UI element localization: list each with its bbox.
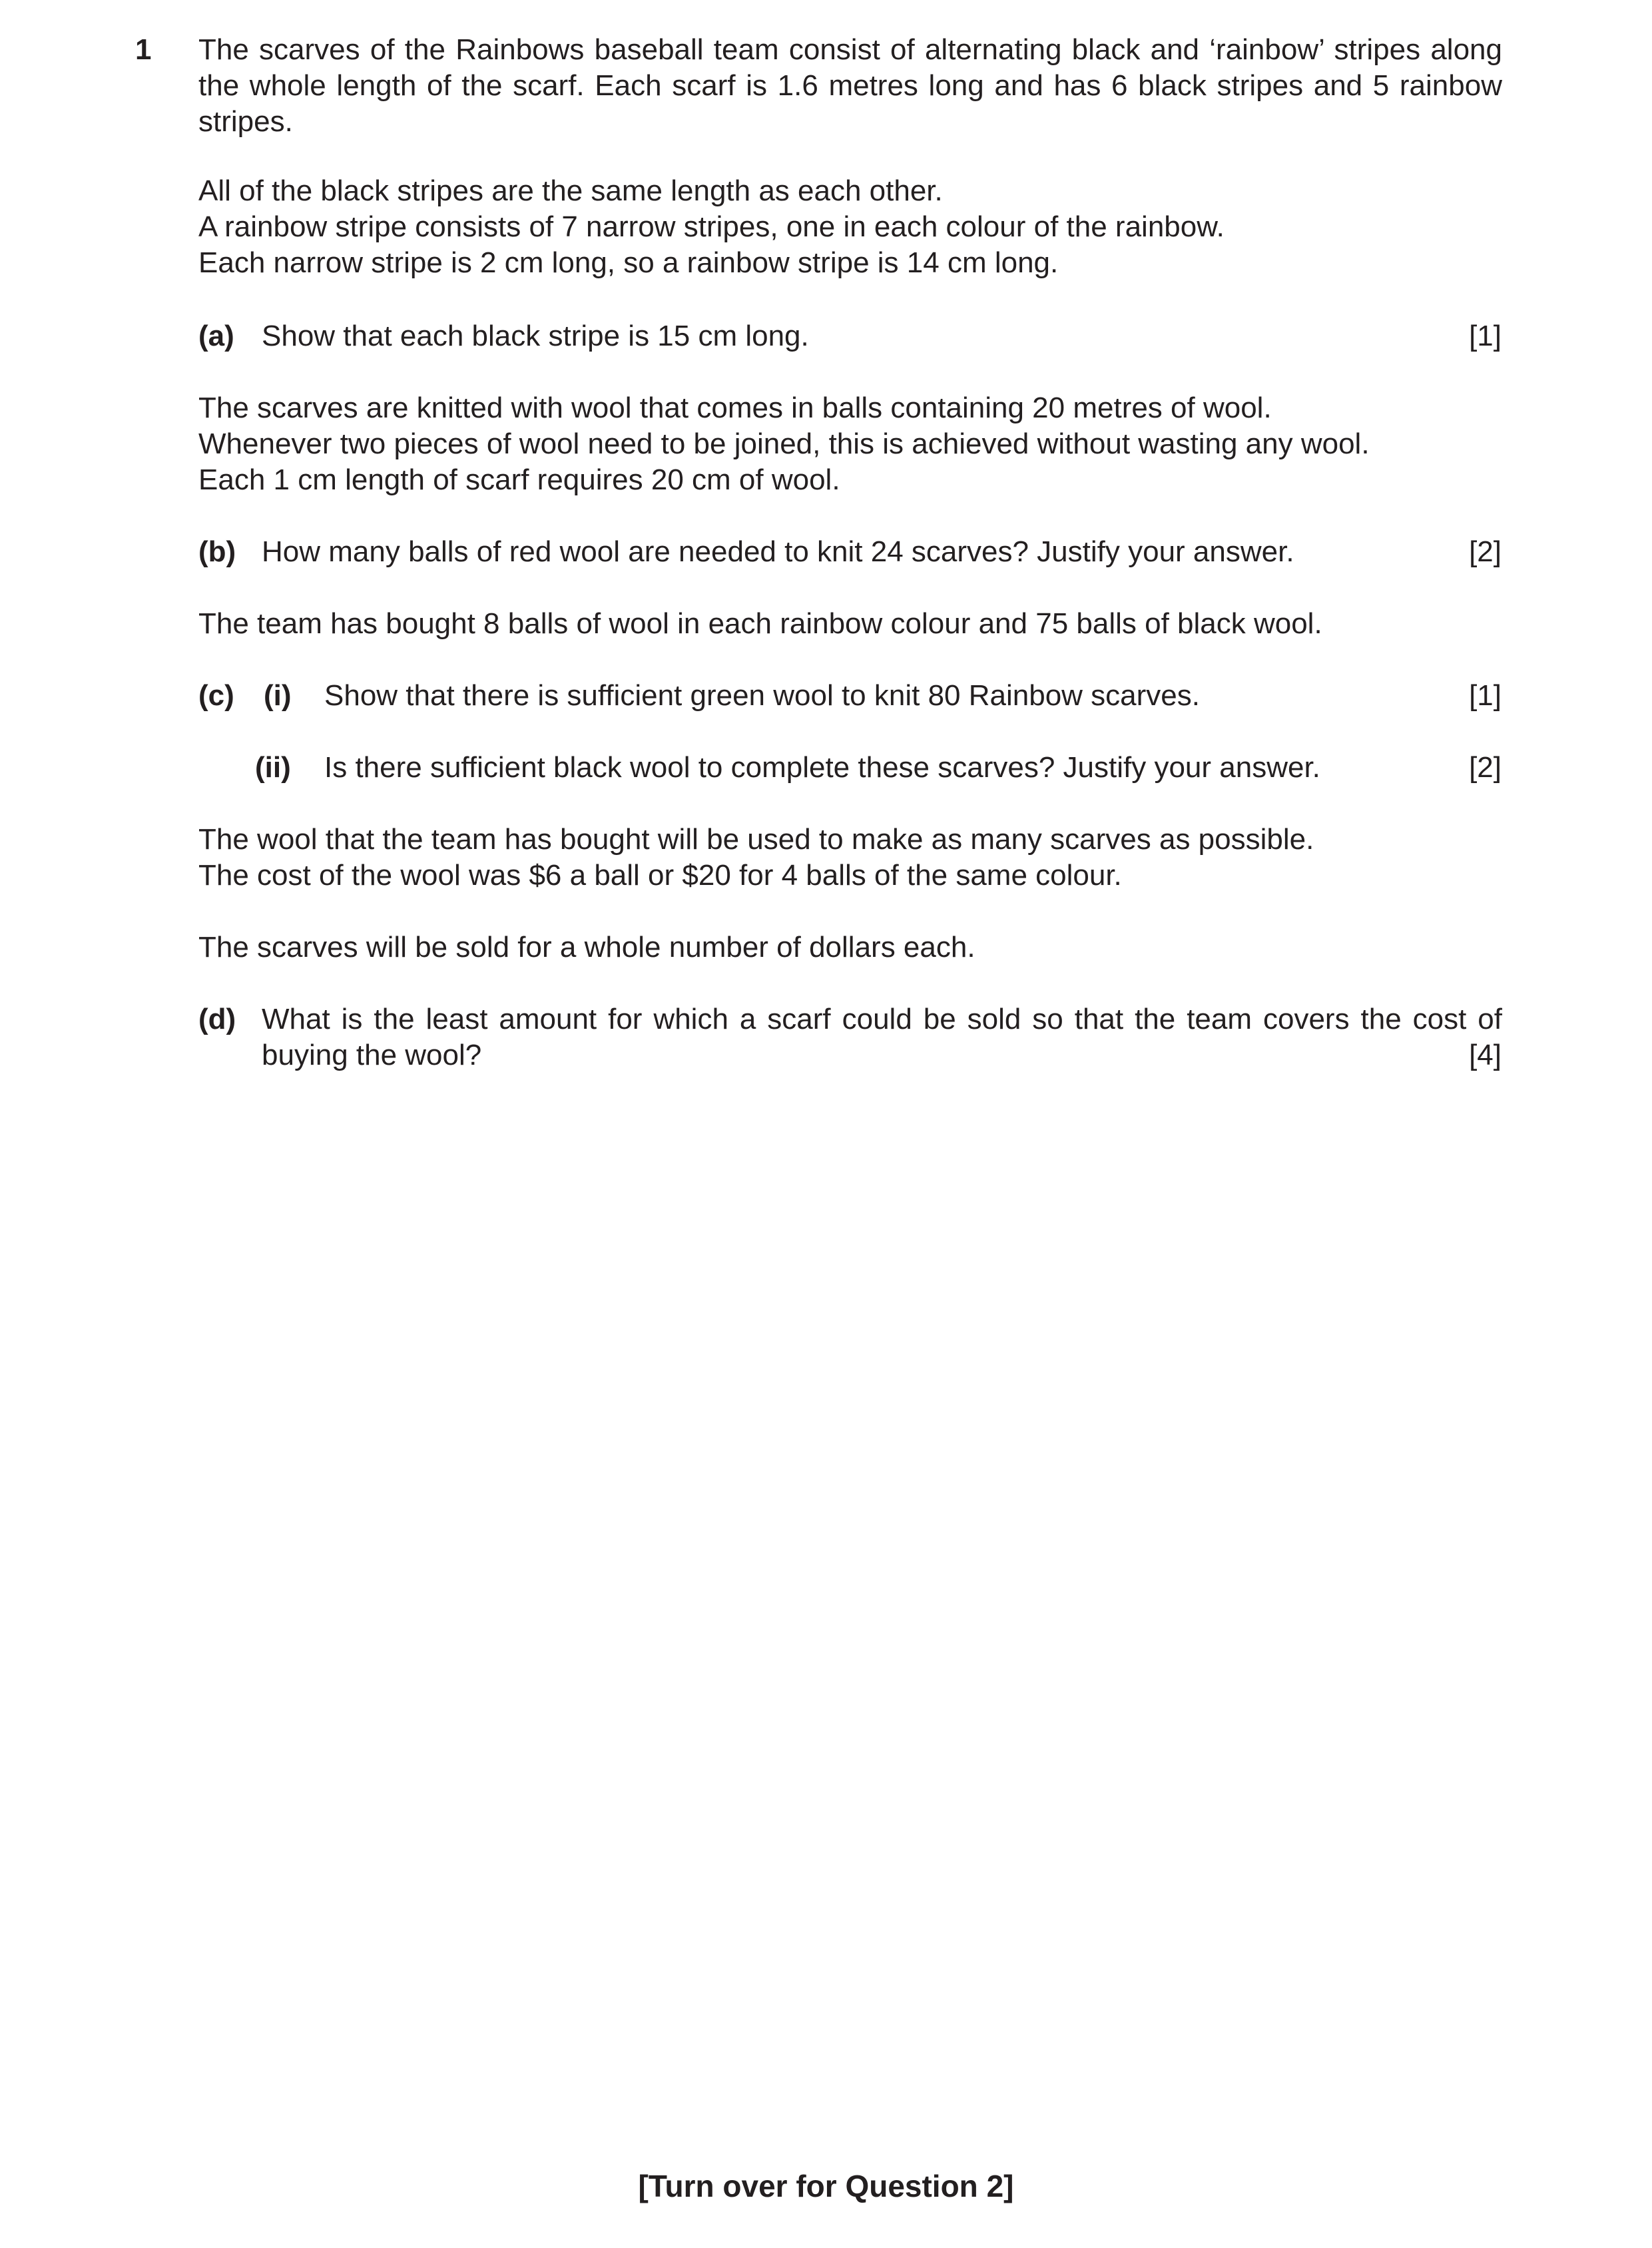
- part-d-text-line-1: What is the least amount for which a scarf could be sold so that the team covers the cost of: [262, 1003, 1502, 1035]
- part-d-marks: [4]: [1469, 1039, 1502, 1071]
- part-a-marks: [1]: [1469, 320, 1502, 352]
- part-c-label: (c): [198, 679, 234, 712]
- wool-info: [198, 390, 1502, 498]
- part-c-i-marks: [1]: [1469, 679, 1502, 712]
- bought-info: [198, 606, 1502, 642]
- part-c-ii-label: (ii): [255, 751, 291, 784]
- intro-paragraph: [198, 32, 1502, 140]
- turn-over-footer: [Turn over for Question 2]: [638, 2169, 1014, 2203]
- part-b-text: How many balls of red wool are needed to knit 24 scarves? Justify your answer.: [262, 535, 1294, 568]
- part-b-label: (b): [198, 535, 236, 568]
- cost-info: [198, 822, 1502, 894]
- part-a-label: (a): [198, 320, 234, 352]
- sold-info: [198, 930, 1502, 966]
- part-d-text: [262, 1001, 1502, 1073]
- wool-info-line-3: Each 1 cm length of scarf requires 20 cm of wool.: [198, 463, 840, 496]
- bought-info-line: The team has bought 8 balls of wool in each rainbow colour and 75 balls of black wool.: [198, 607, 1322, 640]
- question-number: 1: [135, 33, 152, 66]
- part-c-i-text: Show that there is sufficient green wool to knit 80 Rainbow scarves.: [324, 679, 1200, 712]
- stripe-info-line-3: Each narrow stripe is 2 cm long, so a rainbow stripe is 14 cm long.: [198, 246, 1059, 279]
- cost-info-line-2: The cost of the wool was $6 a ball or $20 for 4 balls of the same colour.: [198, 859, 1122, 892]
- part-d-label: (d): [198, 1003, 236, 1035]
- part-c-ii-text: Is there sufficient black wool to complete these scarves? Justify your answer.: [324, 751, 1320, 784]
- part-c-i-label: (i): [264, 679, 292, 712]
- stripe-info-line-2: A rainbow stripe consists of 7 narrow stripes, one in each colour of the rainbow.: [198, 210, 1225, 243]
- wool-info-line-2: Whenever two pieces of wool need to be joined, this is achieved without wasting any wool.: [198, 427, 1370, 460]
- part-b-marks: [2]: [1469, 535, 1502, 568]
- cost-info-line-1: The wool that the team has bought will be used to make as many scarves as possible.: [198, 823, 1314, 856]
- part-c-ii-marks: [2]: [1469, 751, 1502, 784]
- stripe-info-line-1: All of the black stripes are the same length as each other.: [198, 174, 943, 207]
- part-a-text: Show that each black stripe is 15 cm long.: [262, 320, 809, 352]
- stripe-info: [198, 173, 1502, 281]
- wool-info-line-1: The scarves are knitted with wool that comes in balls containing 20 metres of wool.: [198, 392, 1272, 424]
- sold-info-line: The scarves will be sold for a whole number of dollars each.: [198, 931, 975, 964]
- intro-text: The scarves of the Rainbows baseball team consist of alternating black and ‘rainbow’ stripes along the whole length of the scarf. Each scarf is 1.6 metres long and has 6 black stripes and 5 rainbow stripes.: [198, 33, 1502, 138]
- part-d-text-line-2: buying the wool?: [262, 1039, 482, 1071]
